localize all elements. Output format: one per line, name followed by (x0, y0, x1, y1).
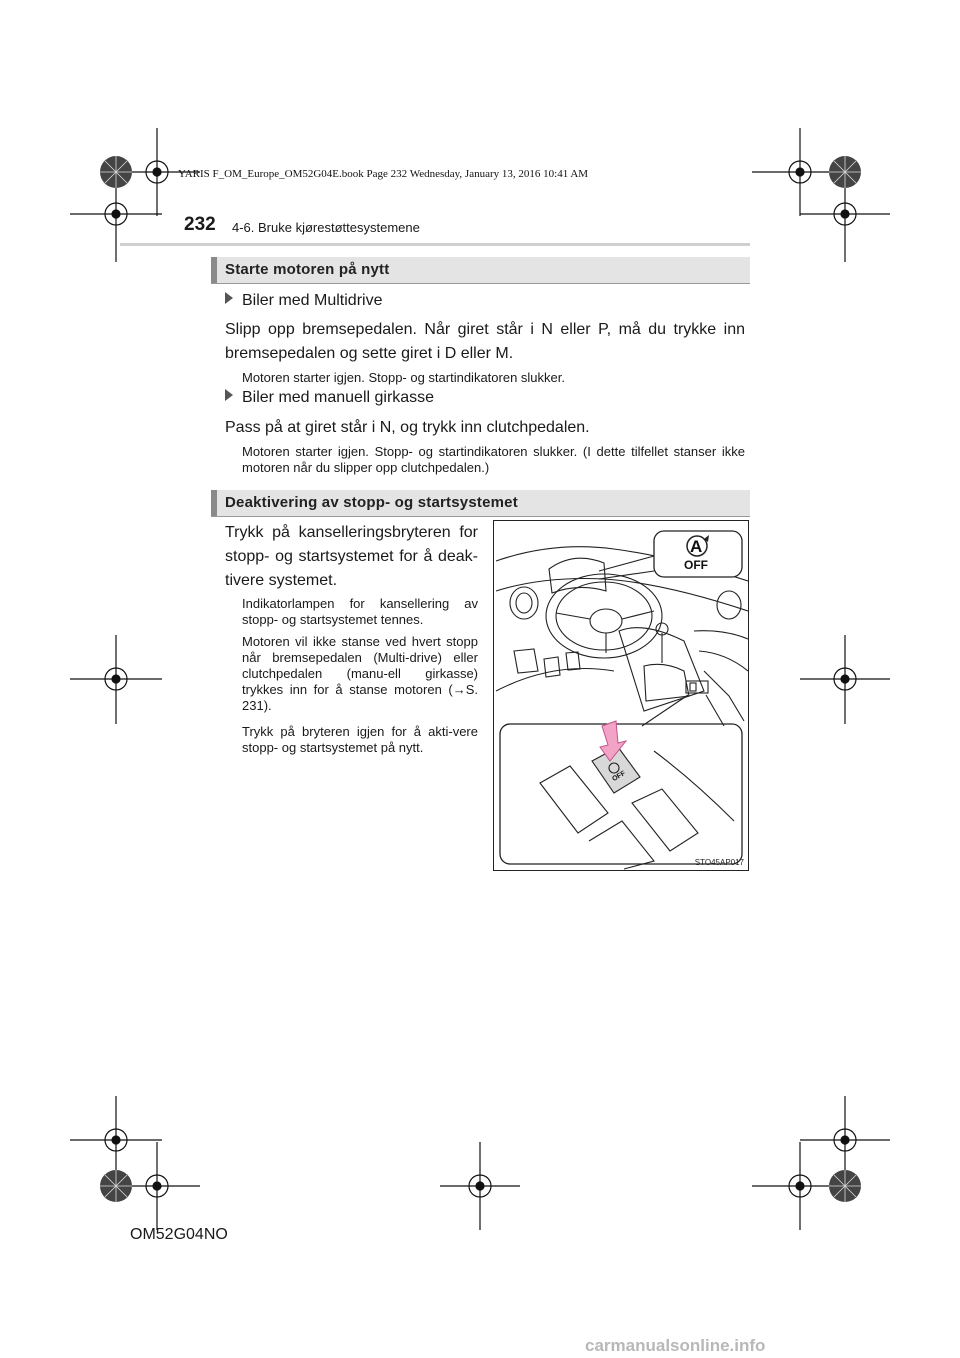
print-info: YARIS F_OM_Europe_OM52G04E.book Page 232 Wednesday, January 13, 2016 10:41 AM (178, 168, 589, 180)
section-heading-restart (211, 257, 750, 284)
section-tab (211, 257, 217, 283)
callout-label: OFF (684, 558, 708, 572)
section-title: Starte motoren på nytt (225, 261, 390, 278)
bullet-text: Biler med manuell girkasse (242, 389, 435, 406)
dashboard-illustration (493, 520, 749, 871)
section-tab (211, 490, 217, 516)
button-label: OFF (611, 769, 627, 784)
note-multidrive: Motoren starter igjen. Stopp- og startindikatoren slukker. (242, 370, 565, 385)
dashboard-drawing (494, 521, 748, 870)
paragraph-multidrive: Slipp opp bremsepedalen. Når giret står i N eller P, må du trykke inn bremsepedalen og sette giret i D eller M. (225, 321, 745, 362)
illustration-code: STO45AP017 (694, 858, 744, 867)
bullet-multidrive (225, 292, 382, 310)
watermark: carmanualsonline.info (585, 1336, 766, 1355)
header-rule (120, 243, 750, 246)
section-heading-deactivate (211, 490, 750, 517)
section-title: Deaktivering av stopp- og startsystemet (225, 494, 518, 511)
note-indicator: Indikatorlampen for kansellering av stopp- og startsystemet tennes. (242, 596, 478, 627)
paragraph-manual: Pass på at giret står i N, og trykk inn clutchpedalen. (225, 419, 590, 436)
running-head: 4-6. Bruke kjørestøttesystemene (232, 220, 420, 235)
footer-code: OM52G04NO (130, 1226, 228, 1243)
triangle-bullet-icon (225, 389, 233, 401)
note-engine: Motoren vil ikke stanse ved hvert stopp når bremsepedalen (Multi-drive) eller clutchpedalen (manu-ell girkasse) trykkes inn for å stanse motoren (→S. 231). (242, 634, 478, 713)
paragraph-deactivate: Trykk på kanselleringsbryteren for stopp- og startsystemet for å deak-tivere systemet. (225, 524, 478, 589)
page-number: 232 (184, 214, 216, 235)
callout-letter: A (690, 537, 703, 556)
note-manual: Motoren starter igjen. Stopp- og startindikatoren slukker. (I dette tilfellet stanser ikke motoren når du slipper opp clutchpedalen.) (242, 444, 745, 475)
bullet-text: Biler med Multidrive (242, 292, 383, 309)
bullet-manual (225, 389, 434, 407)
triangle-bullet-icon (225, 292, 233, 304)
note-reactivate: Trykk på bryteren igjen for å akti-vere stopp- og startsystemet på nytt. (242, 724, 478, 755)
